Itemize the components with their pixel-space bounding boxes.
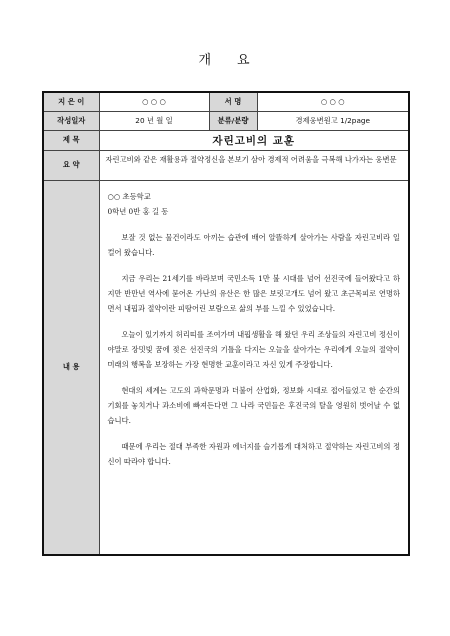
author-row [43, 92, 409, 111]
summary-value: 자린고비와 같은 재활용과 절약정신을 본보기 삼아 경제적 어려움을 극복해 나가자는 웅변문 [99, 150, 409, 180]
date-row [43, 111, 409, 130]
category-value: 경제웅변원고 1/2page [257, 111, 409, 130]
category-label: 분류/분량 [209, 111, 257, 130]
content-body [99, 180, 409, 555]
content-label: 내 용 [43, 180, 99, 555]
subject-value: 자린고비의 교훈 [99, 130, 409, 150]
page-title-char-1: 개 [198, 53, 213, 68]
author-label: 지 은 이 [43, 92, 99, 111]
summary-row [43, 150, 409, 180]
content-row [43, 180, 409, 555]
content-paragraph: 보잘 것 없는 물건이라도 아끼는 습관에 배어 알뜰하게 살아가는 사람을 자린고비라 일컬어 왔습니다. [107, 232, 400, 257]
content-paragraph: 때문에 우리는 절대 부족한 자원과 에너지를 슬기롭게 대처하고 절약하는 자린고비의 정신이 따라야 합니다. [107, 441, 400, 466]
date-label: 작성일자 [43, 111, 99, 130]
name-value: ○ ○ ○ [257, 92, 409, 111]
school-name: ○○ 초등학교 [107, 191, 151, 201]
name-label: 서 명 [209, 92, 257, 111]
summary-label: 요 약 [43, 150, 99, 180]
student-name: 0학년 0반 홍 길 동 [107, 206, 169, 216]
author-value: ○ ○ ○ [99, 92, 209, 111]
subject-label: 제 목 [43, 130, 99, 150]
content-paragraph: 지금 우리는 21세기를 바라보며 국민소득 1만 불 시대를 넘어 선진국에 들어왔다고 하지만 반만년 역사에 묻어온 가난의 유산은 한 많은 보릿고개도 넘어 왔고 초근목피로 연명하면서 내핍과 절약이란 피땀어린 보람으로 삶의 부를 느낄 수 있었습니다. [107, 273, 400, 313]
date-value: 20 년 월 일 [99, 111, 209, 130]
page-title-char-2: 요 [237, 53, 252, 68]
page-title [0, 49, 450, 68]
content-paragraph: 오늘이 있기까지 허리띠를 조여가며 내핍생활을 해 왔던 우리 조상들의 자린고비 정신이야말로 장밋빛 꿈에 젖은 선진국의 기틀을 다지는 오늘을 살아가는 우리에게 오늘의 절약이 미래의 행복을 보장하는 가장 현명한 교훈이라고 자신 있게 주장합니다. [107, 329, 400, 369]
subject-row [43, 130, 409, 150]
overview-form-table [42, 91, 410, 556]
content-paragraph: 현대의 세계는 고도의 과학문명과 더불어 산업화, 정보화 시대로 접어들었고 한 순간의 기회를 놓치거나 과소비에 빠져든다면 그 나라 국민들은 후진국의 탈을 영원히 벗어날 수 없습니다. [107, 385, 400, 425]
